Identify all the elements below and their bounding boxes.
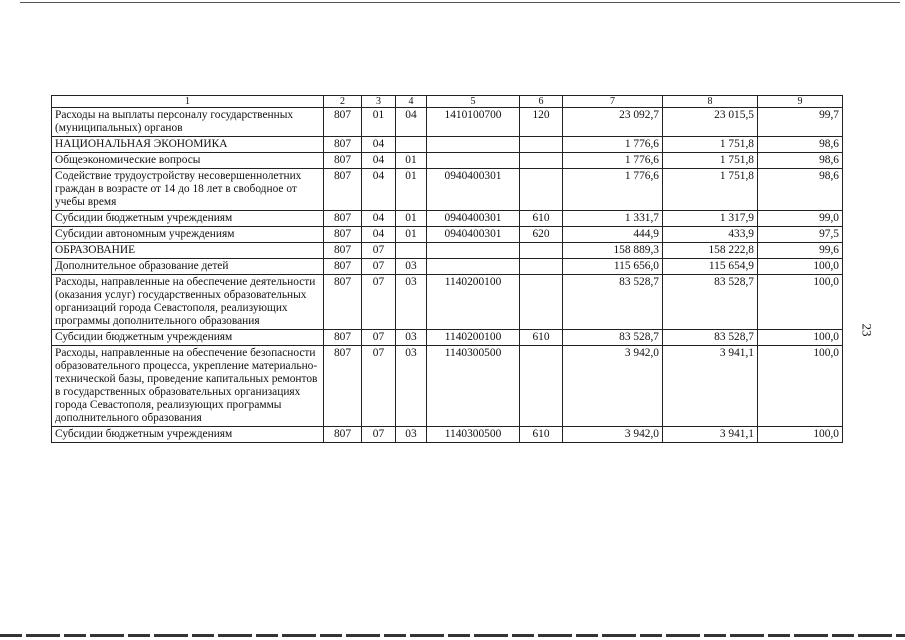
grbs-code-cell: 807 (324, 227, 362, 243)
planned-amount-cell: 83 528,7 (563, 275, 663, 330)
target-article-cell: 0940400301 (427, 227, 520, 243)
planned-amount-cell: 1 776,6 (563, 153, 663, 169)
planned-amount-cell: 3 942,0 (563, 427, 663, 443)
target-article-cell: 1410100700 (427, 108, 520, 137)
column-number-header: 3 (362, 96, 396, 108)
column-number-header: 9 (758, 96, 843, 108)
table-row (52, 108, 843, 137)
column-number-header: 7 (563, 96, 663, 108)
column-number-header: 8 (663, 96, 758, 108)
execution-percent-cell: 98,6 (758, 169, 843, 211)
column-number-header: 5 (427, 96, 520, 108)
row-name-cell: Субсидии автономным учреждениям (52, 227, 324, 243)
table-row (52, 427, 843, 443)
target-article-cell: 1140200100 (427, 275, 520, 330)
page-number: 23 (859, 323, 875, 337)
column-number-header: 1 (52, 96, 324, 108)
expense-type-cell (520, 169, 563, 211)
actual-amount-cell: 158 222,8 (663, 243, 758, 259)
execution-percent-cell: 100,0 (758, 346, 843, 427)
expense-type-cell (520, 346, 563, 427)
expense-type-cell: 610 (520, 427, 563, 443)
scan-edge-top (20, 2, 900, 3)
actual-amount-cell: 3 941,1 (663, 427, 758, 443)
grbs-code-cell: 807 (324, 243, 362, 259)
actual-amount-cell: 23 015,5 (663, 108, 758, 137)
grbs-code-cell: 807 (324, 211, 362, 227)
target-article-cell: 1140200100 (427, 330, 520, 346)
subsection-code-cell: 03 (396, 427, 427, 443)
row-name-cell: Общеэкономические вопросы (52, 153, 324, 169)
expense-type-cell (520, 259, 563, 275)
expense-type-cell (520, 153, 563, 169)
grbs-code-cell: 807 (324, 137, 362, 153)
table-row (52, 211, 843, 227)
table-row (52, 243, 843, 259)
expense-type-cell: 610 (520, 211, 563, 227)
subsection-code-cell: 01 (396, 169, 427, 211)
table-row (52, 259, 843, 275)
table-row (52, 169, 843, 211)
subsection-code-cell: 03 (396, 346, 427, 427)
planned-amount-cell: 1 776,6 (563, 169, 663, 211)
section-code-cell: 07 (362, 346, 396, 427)
section-code-cell: 07 (362, 243, 396, 259)
section-code-cell: 04 (362, 227, 396, 243)
table-header-row (52, 96, 843, 108)
actual-amount-cell: 1 317,9 (663, 211, 758, 227)
row-name-cell: Субсидии бюджетным учреждениям (52, 330, 324, 346)
actual-amount-cell: 1 751,8 (663, 169, 758, 211)
section-code-cell: 04 (362, 137, 396, 153)
subsection-code-cell: 01 (396, 211, 427, 227)
budget-table (51, 95, 843, 443)
subsection-code-cell: 03 (396, 330, 427, 346)
column-number-header: 6 (520, 96, 563, 108)
row-name-cell: Дополнительное образование детей (52, 259, 324, 275)
target-article-cell (427, 137, 520, 153)
execution-percent-cell: 98,6 (758, 137, 843, 153)
table-row (52, 227, 843, 243)
section-code-cell: 04 (362, 153, 396, 169)
actual-amount-cell: 115 654,9 (663, 259, 758, 275)
execution-percent-cell: 100,0 (758, 275, 843, 330)
table-row (52, 153, 843, 169)
row-name-cell: Расходы на выплаты персоналу государственных (муниципальных) органов (52, 108, 324, 137)
section-code-cell: 07 (362, 330, 396, 346)
section-code-cell: 04 (362, 169, 396, 211)
execution-percent-cell: 100,0 (758, 259, 843, 275)
planned-amount-cell: 3 942,0 (563, 346, 663, 427)
subsection-code-cell: 03 (396, 259, 427, 275)
row-name-cell: Субсидии бюджетным учреждениям (52, 427, 324, 443)
section-code-cell: 07 (362, 259, 396, 275)
subsection-code-cell: 04 (396, 108, 427, 137)
planned-amount-cell: 1 331,7 (563, 211, 663, 227)
column-number-header: 2 (324, 96, 362, 108)
expense-type-cell (520, 275, 563, 330)
execution-percent-cell: 100,0 (758, 427, 843, 443)
column-number-header: 4 (396, 96, 427, 108)
section-code-cell: 07 (362, 275, 396, 330)
grbs-code-cell: 807 (324, 169, 362, 211)
target-article-cell: 1140300500 (427, 427, 520, 443)
grbs-code-cell: 807 (324, 153, 362, 169)
scan-edge-bottom (0, 634, 905, 637)
actual-amount-cell: 1 751,8 (663, 153, 758, 169)
grbs-code-cell: 807 (324, 108, 362, 137)
table-row (52, 275, 843, 330)
table-row (52, 346, 843, 427)
execution-percent-cell: 97,5 (758, 227, 843, 243)
planned-amount-cell: 444,9 (563, 227, 663, 243)
row-name-cell: Расходы, направленные на обеспечение безопасности образовательного процесса, укрепление материально-технической базы, проведение капитальных ремонтов в государственных образовательных организациях города Севастополя, реализующих программы дополнительного образования (52, 346, 324, 427)
planned-amount-cell: 83 528,7 (563, 330, 663, 346)
planned-amount-cell: 1 776,6 (563, 137, 663, 153)
grbs-code-cell: 807 (324, 346, 362, 427)
expense-type-cell (520, 137, 563, 153)
target-article-cell: 0940400301 (427, 211, 520, 227)
table-row (52, 137, 843, 153)
target-article-cell: 0940400301 (427, 169, 520, 211)
execution-percent-cell: 100,0 (758, 330, 843, 346)
subsection-code-cell: 01 (396, 227, 427, 243)
subsection-code-cell: 03 (396, 275, 427, 330)
actual-amount-cell: 433,9 (663, 227, 758, 243)
actual-amount-cell: 1 751,8 (663, 137, 758, 153)
row-name-cell: ОБРАЗОВАНИЕ (52, 243, 324, 259)
subsection-code-cell (396, 137, 427, 153)
expense-type-cell: 120 (520, 108, 563, 137)
target-article-cell: 1140300500 (427, 346, 520, 427)
execution-percent-cell: 98,6 (758, 153, 843, 169)
row-name-cell: Расходы, направленные на обеспечение деятельности (оказания услуг) государственных образовательных организаций города Севастополя, реализующих программы дополнительного образования (52, 275, 324, 330)
subsection-code-cell: 01 (396, 153, 427, 169)
grbs-code-cell: 807 (324, 427, 362, 443)
target-article-cell (427, 153, 520, 169)
row-name-cell: Содействие трудоустройству несовершеннолетних граждан в возрасте от 14 до 18 лет в свободное от учебы время (52, 169, 324, 211)
execution-percent-cell: 99,6 (758, 243, 843, 259)
actual-amount-cell: 3 941,1 (663, 346, 758, 427)
actual-amount-cell: 83 528,7 (663, 330, 758, 346)
target-article-cell (427, 243, 520, 259)
section-code-cell: 04 (362, 211, 396, 227)
row-name-cell: Субсидии бюджетным учреждениям (52, 211, 324, 227)
expense-type-cell: 620 (520, 227, 563, 243)
grbs-code-cell: 807 (324, 275, 362, 330)
target-article-cell (427, 259, 520, 275)
actual-amount-cell: 83 528,7 (663, 275, 758, 330)
expense-type-cell (520, 243, 563, 259)
planned-amount-cell: 115 656,0 (563, 259, 663, 275)
execution-percent-cell: 99,0 (758, 211, 843, 227)
grbs-code-cell: 807 (324, 330, 362, 346)
section-code-cell: 07 (362, 427, 396, 443)
planned-amount-cell: 158 889,3 (563, 243, 663, 259)
row-name-cell: НАЦИОНАЛЬНАЯ ЭКОНОМИКА (52, 137, 324, 153)
execution-percent-cell: 99,7 (758, 108, 843, 137)
grbs-code-cell: 807 (324, 259, 362, 275)
subsection-code-cell (396, 243, 427, 259)
table-row (52, 330, 843, 346)
section-code-cell: 01 (362, 108, 396, 137)
planned-amount-cell: 23 092,7 (563, 108, 663, 137)
expense-type-cell: 610 (520, 330, 563, 346)
